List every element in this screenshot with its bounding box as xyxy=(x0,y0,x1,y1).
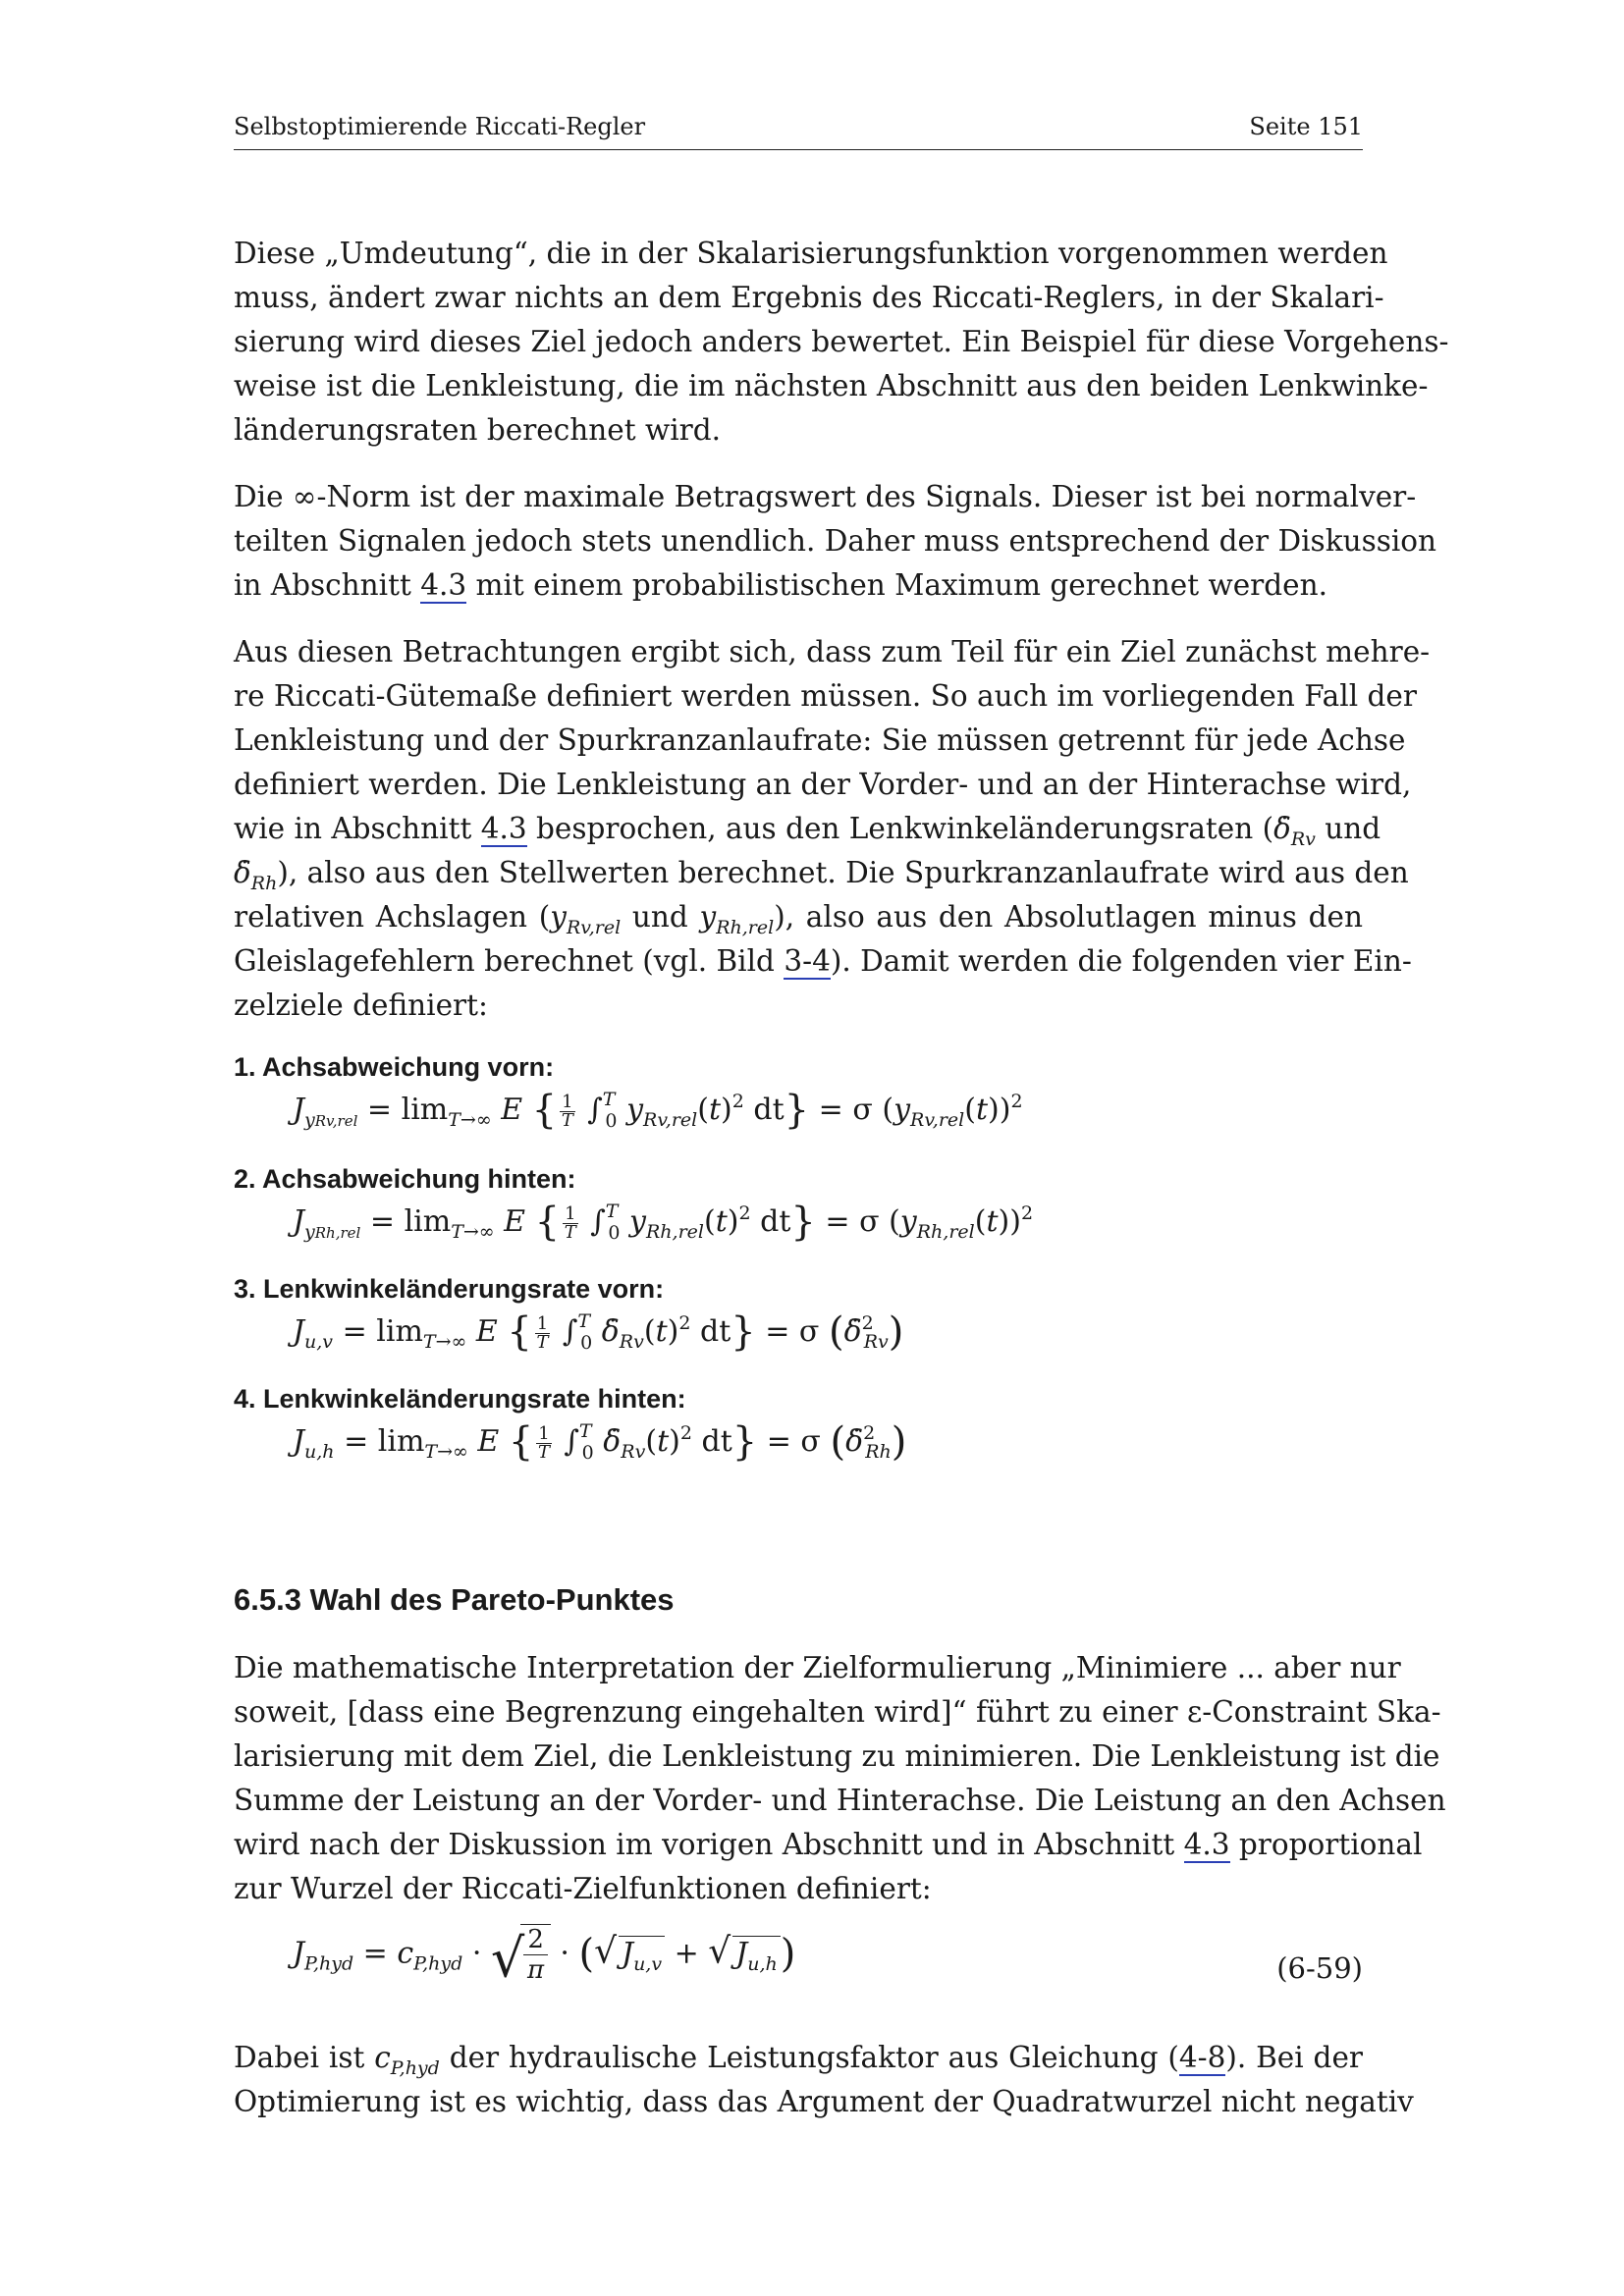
item-title: 1. Achsabweichung vorn: xyxy=(234,1052,555,1082)
running-header xyxy=(234,110,1363,150)
text-line: wie in Abschnitt 4.3 besprochen, aus den Lenkwinkeländerungsraten ($\deltȧ_{Rv}$ und xyxy=(234,812,1381,850)
text-line: in Abschnitt 4.3 mit einem probabilistischen Maximum gerechnet werden. xyxy=(234,568,1327,602)
text-line: relativen Achslagen ($y_{Rv,rel}$ und $y_{Rh,rel}$), also aus den Absolutlagen minus den xyxy=(234,900,1364,938)
paragraph-interpretation xyxy=(234,1646,1446,1911)
text-line: teilten Signalen jedoch stets unendlich. Daher muss entsprechend der Diskussion xyxy=(234,524,1437,558)
text-line: Optimierung ist es wichtig, dass das Argument der Quadratwurzel nicht negativ xyxy=(234,2085,1414,2118)
text-line: Diese „Umdeutung“, die in der Skalarisierungsfunktion vorgenommen werden xyxy=(234,237,1388,270)
text-line: Die mathematische Interpretation der Zielformulierung „Minimiere ... aber nur xyxy=(234,1651,1401,1684)
text-line: zur Wurzel der Riccati-Zielfunktionen definiert: xyxy=(234,1872,932,1905)
page-number: Seite 151 xyxy=(1249,113,1363,140)
text-line: Summe der Leistung an der Vorder- und Hinterachse. Die Leistung an den Achsen xyxy=(234,1784,1446,1817)
header-title: Selbstoptimierende Riccati-Regler xyxy=(234,113,646,140)
text-line: muss, ändert zwar nichts an dem Ergebnis des Riccati-Reglers, in der Skalari- xyxy=(234,281,1384,314)
formula-achsabweichung-vorn: $J_{yRv,rel} = \lim_{T\to\infty} E$ { $\frac{1}{T}$ ∫$^T_0$ $y_{Rv,rel}(t)^2$ dt} = σ $(y_{Rv,rel}(t))^2$ xyxy=(293,1088,1023,1133)
formula-achsabweichung-hinten: $J_{yRh,rel} = \lim_{T\to\infty} E$ { $\frac{1}{T}$ ∫$^T_0$ $y_{Rh,rel}(t)^2$ dt} = σ $(y_{Rh,rel}(t))^2$ xyxy=(293,1200,1034,1245)
text-line: Dabei ist $c_{P,hyd}$ der hydraulische Leistungsfaktor aus Gleichung (4-8). Bei der xyxy=(234,2041,1363,2079)
text-line: Lenkleistung und der Spurkranzanlaufrate: Sie müssen getrennt für jede Achse xyxy=(234,723,1406,757)
formula-lenkwinkel-hinten: $J_{u,h} = \lim_{T\to\infty} E$ { $\frac{1}{T}$ ∫$^T_0$ $\deltȧ_{Rv}(t)^2$ dt} = σ (δ̇$^2_{Rh}$) xyxy=(293,1419,907,1465)
item-title: 3. Lenkwinkeländerungsrate vorn: xyxy=(234,1274,665,1304)
text-line: länderungsraten berechnet wird. xyxy=(234,413,722,447)
text-line: weise ist die Lenkleistung, die im nächsten Abschnitt aus den beiden Lenkwinke- xyxy=(234,369,1429,402)
section-link-4-3[interactable]: 4.3 xyxy=(1183,1828,1230,1861)
item-title: 2. Achsabweichung hinten: xyxy=(234,1164,576,1194)
text-line: $\deltȧ_{Rh}$), also aus den Stellwerten berechnet. Die Spurkranzanlaufrate wird aus den xyxy=(234,856,1409,894)
text-line: wird nach der Diskussion im vorigen Abschnitt und in Abschnitt 4.3 proportional xyxy=(234,1828,1423,1861)
text-line: Die ∞-Norm ist der maximale Betragswert des Signals. Dieser ist bei normalver- xyxy=(234,480,1417,513)
section-heading: 6.5.3 Wahl des Pareto-Punktes xyxy=(234,1582,675,1617)
text-line: Aus diesen Betrachtungen ergibt sich, dass zum Teil für ein Ziel zunächst mehre- xyxy=(234,635,1431,668)
equation-6-59: $J_{P,hyd} = c_{P,hyd}$ · √ $\frac{2}{\pi}$ · (√ $J_{u,v}$ + √ $J_{u,h}$) xyxy=(293,1925,796,1990)
paragraph-umdeutung xyxy=(234,232,1449,453)
equation-number: (6-59) xyxy=(1276,1951,1363,1985)
paragraph-infinity-norm xyxy=(234,475,1437,608)
section-link-4-3[interactable]: 4.3 xyxy=(420,568,467,602)
formula-lenkwinkel-vorn: $J_{u,v} = \lim_{T\to\infty} E$ { $\frac{1}{T}$ ∫$^T_0$ $\deltȧ_{Rv}(t)^2$ dt} = σ (δ̇$^2_{Rv}$) xyxy=(293,1309,904,1355)
item-title: 4. Lenkwinkeländerungsrate hinten: xyxy=(234,1384,686,1414)
text-line: soweit, [dass eine Begrenzung eingehalten wird]“ führt zu einer ε-Constraint Ska- xyxy=(234,1695,1441,1729)
text-line: zelziele definiert: xyxy=(234,988,488,1022)
equation-link-4-8[interactable]: 4-8 xyxy=(1178,2041,1226,2074)
text-line: Gleislagefehlern berechnet (vgl. Bild 3-4). Damit werden die folgenden vier Ein- xyxy=(234,944,1412,978)
text-line: sierung wird dieses Ziel jedoch anders bewertet. Ein Beispiel für diese Vorgehens- xyxy=(234,325,1449,358)
figure-link-3-4[interactable]: 3-4 xyxy=(784,944,831,978)
text-line: re Riccati-Gütemaße definiert werden müssen. So auch im vorliegenden Fall der xyxy=(234,679,1417,713)
text-line: definiert werden. Die Lenkleistung an der Vorder- und an der Hinterachse wird, xyxy=(234,768,1412,801)
section-link-4-3[interactable]: 4.3 xyxy=(480,812,527,845)
text-line: larisierung mit dem Ziel, die Lenkleistung zu minimieren. Die Lenkleistung ist die xyxy=(234,1739,1440,1773)
paragraph-dabei xyxy=(234,2036,1414,2124)
paragraph-betrachtungen xyxy=(234,630,1431,1028)
